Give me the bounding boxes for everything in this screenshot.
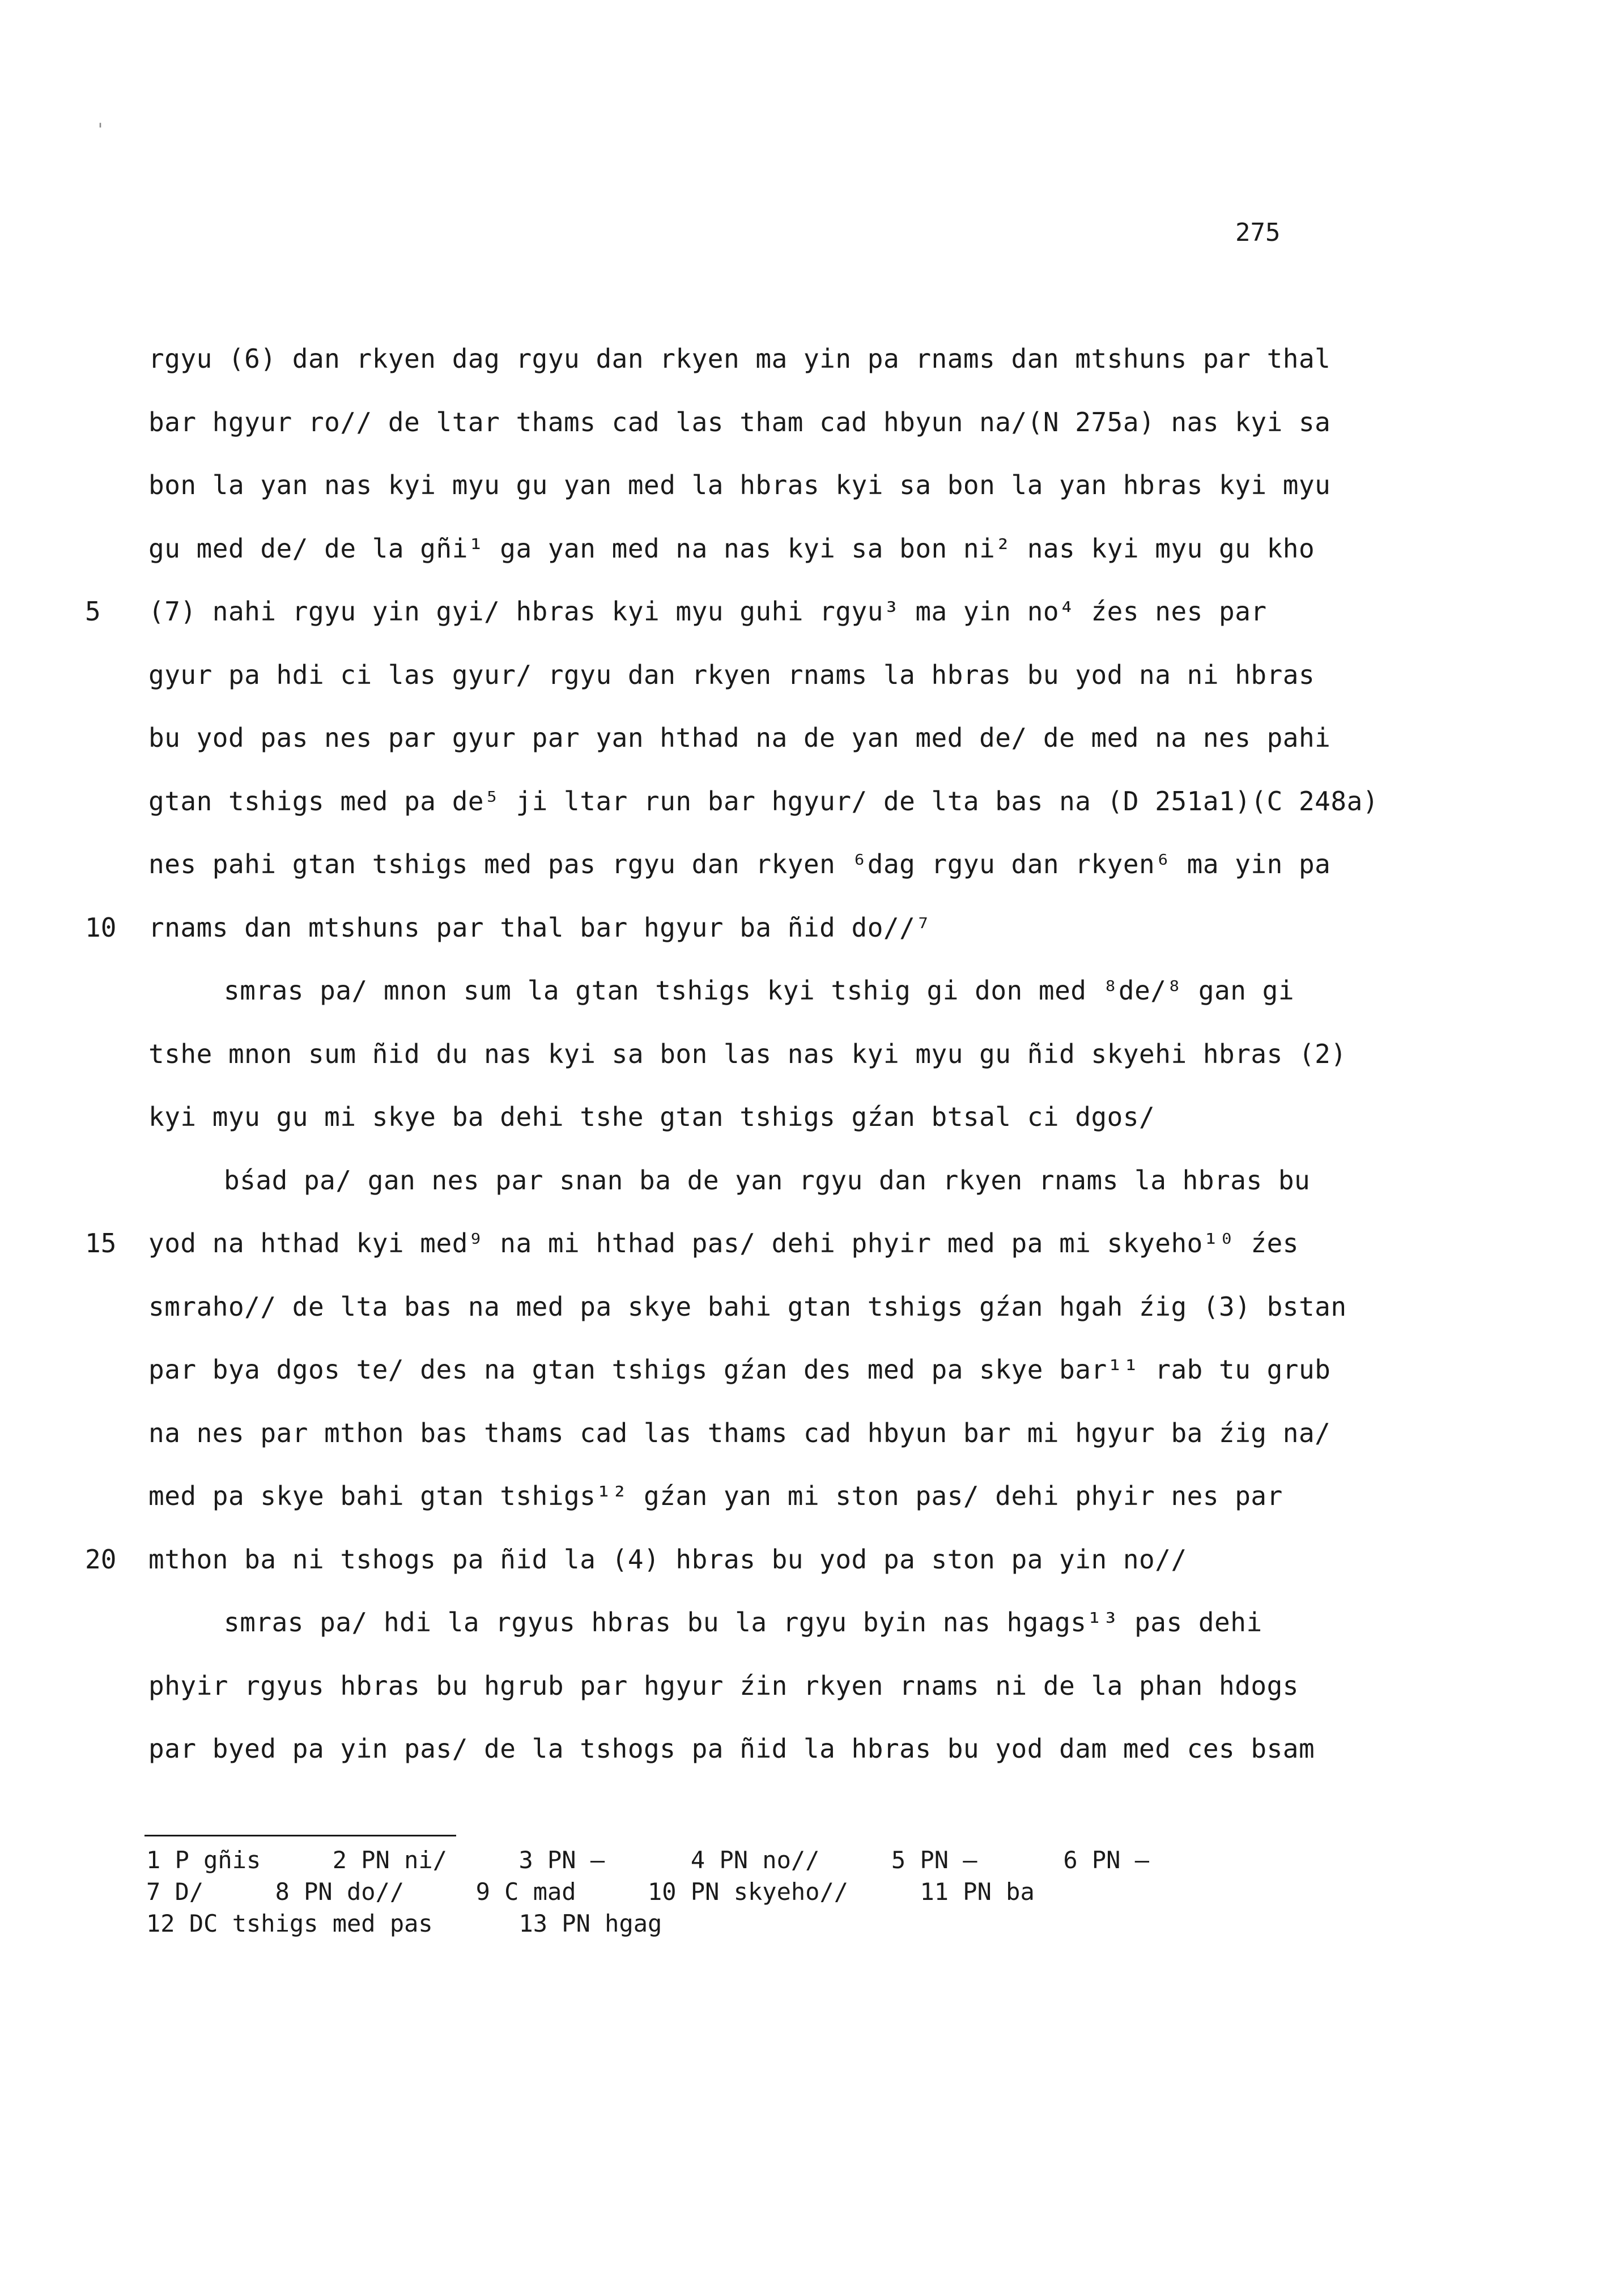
margin-tick-mark: ' <box>95 120 106 140</box>
body-line: gtan tshigs med pa de⁵ ji ltar run bar hgyur/ de lta bas na (D 251a1)(C 248a) <box>148 786 1379 817</box>
line-number: 10 <box>85 912 117 943</box>
body-line: gu med de/ de la gñi¹ ga yan med na nas kyi sa bon ni² nas kyi myu gu kho <box>148 533 1315 564</box>
body-line: med pa skye bahi gtan tshigs¹² gźan yan mi ston pas/ dehi phyir nes par <box>148 1481 1283 1511</box>
footnote-line: 1 P gñis 2 PN ni/ 3 PN — 4 PN no// 5 PN — 6 PN — <box>146 1846 1150 1874</box>
body-line: rnams dan mtshuns par thal bar hgyur ba ñid do//⁷ <box>148 912 932 943</box>
body-line: bon la yan nas kyi myu gu yan med la hbras kyi sa bon la yan hbras kyi myu <box>148 470 1331 500</box>
body-line: bu yod pas nes par gyur par yan hthad na de yan med de/ de med na nes pahi <box>148 722 1331 753</box>
body-line: par byed pa yin pas/ de la tshogs pa ñid la hbras bu yod dam med ces bsam <box>148 1733 1315 1764</box>
body-line: yod na hthad kyi med⁹ na mi hthad pas/ dehi phyir med pa mi skyeho¹⁰ źes <box>148 1228 1299 1258</box>
line-number: 15 <box>85 1228 117 1258</box>
body-line: smraho// de lta bas na med pa skye bahi gtan tshigs gźan hgah źig (3) bstan <box>148 1291 1347 1322</box>
footnote-line: 7 D/ 8 PN do// 9 C mad 10 PN skyeho// 11 PN ba <box>146 1878 1035 1906</box>
body-line: smras pa/ hdi la rgyus hbras bu la rgyu byin nas hgags¹³ pas dehi <box>224 1607 1262 1638</box>
body-line: par bya dgos te/ des na gtan tshigs gźan des med pa skye bar¹¹ rab tu grub <box>148 1354 1331 1385</box>
footnote-line: 12 DC tshigs med pas 13 PN hgag <box>146 1910 662 1937</box>
body-line: tshe mnon sum ñid du nas kyi sa bon las nas kyi myu gu ñid skyehi hbras (2) <box>148 1039 1347 1069</box>
body-line: na nes par mthon bas thams cad las thams cad hbyun bar mi hgyur ba źig na/ <box>148 1418 1331 1448</box>
body-line: phyir rgyus hbras bu hgrub par hgyur źin rkyen rnams ni de la phan hdogs <box>148 1670 1299 1701</box>
body-line: gyur pa hdi ci las gyur/ rgyu dan rkyen rnams la hbras bu yod na ni hbras <box>148 660 1315 690</box>
line-number: 5 <box>85 596 101 627</box>
body-line: mthon ba ni tshogs pa ñid la (4) hbras bu yod pa ston pa yin no// <box>148 1544 1187 1575</box>
body-line: kyi myu gu mi skye ba dehi tshe gtan tshigs gźan btsal ci dgos/ <box>148 1102 1155 1132</box>
body-line: bśad pa/ gan nes par snan ba de yan rgyu dan rkyen rnams la hbras bu <box>224 1165 1311 1196</box>
body-line: rgyu (6) dan rkyen dag rgyu dan rkyen ma yin pa rnams dan mtshuns par thal <box>148 343 1331 374</box>
page-number: 275 <box>1235 218 1281 247</box>
body-line: bar hgyur ro// de ltar thams cad las tham cad hbyun na/(N 275a) nas kyi sa <box>148 407 1331 437</box>
footnote-rule <box>144 1835 456 1836</box>
body-line: smras pa/ mnon sum la gtan tshigs kyi tshig gi don med ⁸de/⁸ gan gi <box>224 975 1295 1006</box>
body-line: (7) nahi rgyu yin gyi/ hbras kyi myu guhi rgyu³ ma yin no⁴ źes nes par <box>148 596 1267 627</box>
line-number: 20 <box>85 1544 117 1575</box>
body-line: nes pahi gtan tshigs med pas rgyu dan rkyen ⁶dag rgyu dan rkyen⁶ ma yin pa <box>148 849 1331 879</box>
